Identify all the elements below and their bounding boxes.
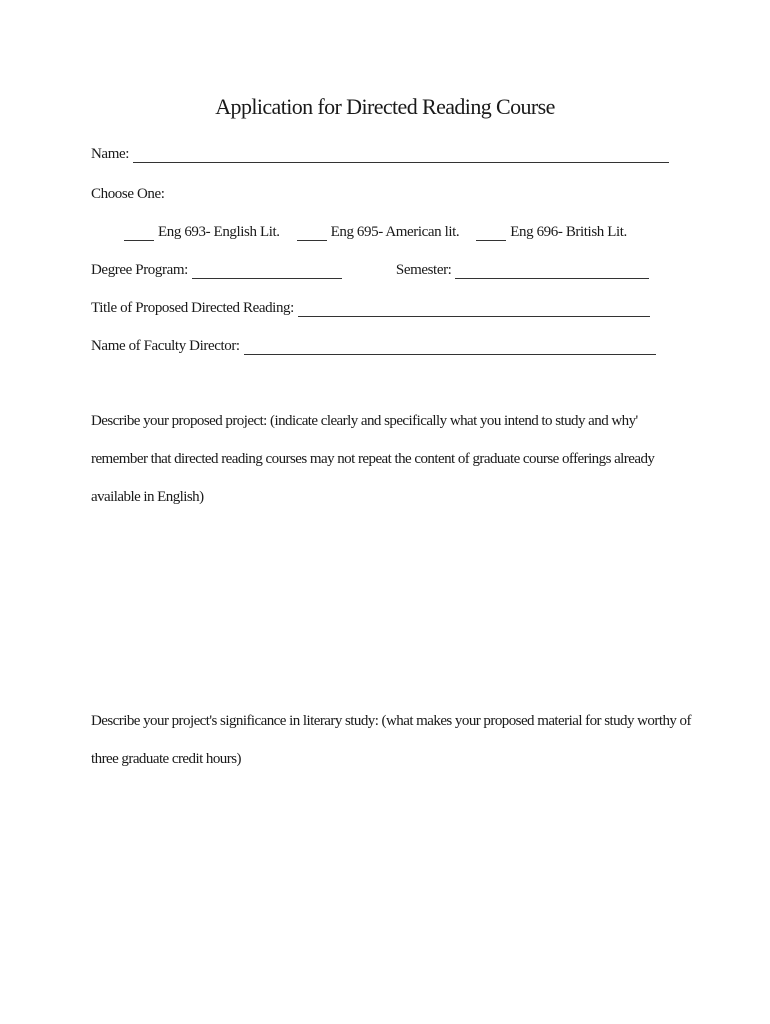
option-label: Eng 693- English Lit. bbox=[158, 224, 280, 240]
degree-program-field[interactable] bbox=[192, 264, 342, 279]
name-label: Name: bbox=[91, 146, 129, 162]
reading-title-label: Title of Proposed Directed Reading: bbox=[91, 300, 294, 316]
option-eng-693[interactable] bbox=[124, 224, 280, 241]
option-blank[interactable] bbox=[476, 226, 506, 241]
option-eng-695[interactable] bbox=[297, 224, 460, 241]
option-label: Eng 695- American lit. bbox=[330, 224, 460, 240]
choose-one-label: Choose One: bbox=[91, 186, 165, 202]
faculty-director-label: Name of Faculty Director: bbox=[91, 338, 240, 354]
option-label: Eng 696- British Lit. bbox=[510, 224, 627, 240]
option-eng-696[interactable] bbox=[476, 224, 627, 241]
reading-title-field[interactable] bbox=[298, 302, 650, 317]
name-field[interactable] bbox=[133, 148, 669, 163]
choose-one-row bbox=[91, 186, 165, 203]
semester-label: Semester: bbox=[395, 262, 452, 278]
name-row bbox=[91, 146, 669, 163]
degree-semester-row bbox=[91, 262, 649, 279]
semester-field[interactable] bbox=[455, 264, 649, 279]
option-blank[interactable] bbox=[124, 226, 154, 241]
page-title: Application for Directed Reading Course bbox=[215, 94, 555, 119]
course-options bbox=[124, 224, 644, 241]
faculty-director-row bbox=[91, 338, 656, 355]
option-blank[interactable] bbox=[297, 226, 327, 241]
significance-prompt: Describe your project's significance in literary study: (what makes your proposed material for study worthy of three graduate credit hours) bbox=[91, 713, 691, 767]
faculty-director-field[interactable] bbox=[244, 340, 656, 355]
reading-title-row bbox=[91, 300, 650, 317]
project-description-prompt: Describe your proposed project: (indicate clearly and specifically what you intend to study and why' remember that directed reading courses may not repeat the content of graduate course offerings already available in English) bbox=[91, 413, 655, 505]
degree-program-label: Degree Program: bbox=[91, 262, 188, 278]
